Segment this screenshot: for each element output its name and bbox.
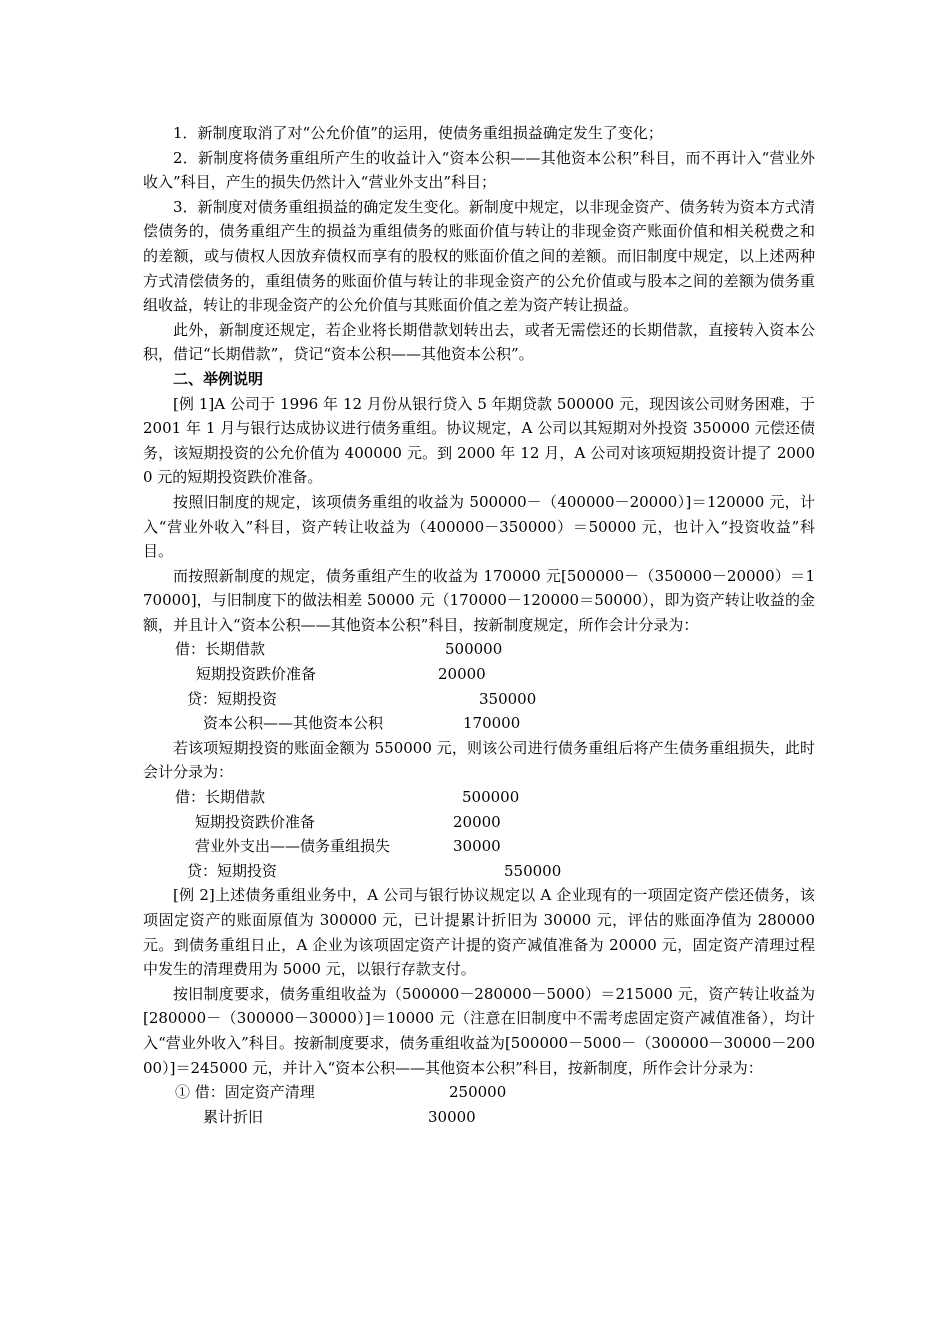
entry-account: 短期投资跌价准备 [195, 812, 316, 831]
paragraph-example-2: [例 2]上述债务重组业务中，A 公司与银行协议规定以 A 企业现有的一项固定资产偿还债务，该项固定资产的账面原值为 300000 元，已计提累计折旧为 30000 元，评估的账面净值为 280000 元。到债务重组日止，A 企业为该项固定资产计提的资产减值准备为 20000 元，固定资产清理过程中发生的清理费用为 5000 元，以银行存款支付。 [143, 886, 815, 979]
section-title: 二、举例说明 [173, 369, 264, 388]
paragraph-example-2-rules: 按旧制度要求，债务重组收益为（500000－280000－5000）＝215000 元，资产转让收益为[280000－（300000－30000）]＝10000 元（注意在旧制度中不需考虑固定资产减值准备），均计入“营业外收入”科目。按新制度要求，债务重组收益为[500000－5000－（300000－30000－20000）]＝245000 元，并计入“资本公积——其他资本公积”科目，按新制度，所作会计分录为： [143, 984, 815, 1077]
entry-amount: 350000 [479, 689, 537, 708]
paragraph-new-rule: 而按照新制度的规定，债务重组产生的收益为 170000 元[500000－（350000－20000）＝170000]，与旧制度下的做法相差 50000 元（170000－120000＝50000），即为资产转让收益的金额，并且计入“资本公积——其他资本公积”科目，按新制度规定，所作会计分录为： [143, 566, 815, 634]
journal-line [143, 711, 815, 736]
document-body [143, 121, 815, 1129]
entry-account: 贷：短期投资 [187, 689, 278, 708]
entry-amount: 30000 [428, 1107, 476, 1126]
journal-line [143, 1080, 815, 1105]
paragraph-3: 3．新制度对债务重组损益的确定发生变化。新制度中规定，以非现金资产、债务转为资本方式清偿债务的，债务重组产生的损益为重组债务的账面价值与转让的非现金资产账面价值和相关税费之和的差额，或与债权人因放弃债权而享有的股权的账面价值之间的差额。而旧制度中规定，以上述两种方式清偿债务的，重组债务的账面价值与转让的非现金资产的公允价值或与股本之间的差额为债务重组收益，转让的非现金资产的公允价值与其账面价值之差为资产转让损益。 [143, 197, 815, 315]
entry-account: 贷：短期投资 [187, 861, 278, 880]
journal-line [143, 785, 815, 810]
entry-amount: 170000 [463, 714, 521, 733]
entry-account: 累计折旧 [203, 1107, 264, 1126]
entry-amount: 20000 [453, 812, 501, 831]
entry-account: ① 借：固定资产清理 [175, 1083, 315, 1102]
entry-amount: 250000 [449, 1083, 507, 1102]
journal-line [143, 810, 815, 835]
entry-amount: 500000 [462, 788, 520, 807]
paragraph-1: 1．新制度取消了对“公允价值”的运用，使债务重组损益确定发生了变化； [173, 124, 663, 142]
journal-line [143, 859, 815, 884]
entry-account: 短期投资跌价准备 [196, 665, 317, 684]
journal-line [143, 1105, 815, 1130]
entry-account: 资本公积——其他资本公积 [203, 714, 384, 733]
journal-entry-3 [143, 1080, 815, 1129]
paragraph-loss-case: 若该项短期投资的账面金额为 550000 元，则该公司进行债务重组后将产生债务重组损失，此时会计分录为： [143, 738, 815, 782]
entry-account: 借：长期借款 [175, 640, 266, 659]
entry-amount: 550000 [504, 861, 562, 880]
entry-account: 营业外支出——债务重组损失 [195, 837, 391, 856]
journal-line [143, 637, 815, 662]
paragraph-example-1: [例 1]A 公司于 1996 年 12 月份从银行贷入 5 年期贷款 500000 元，现因该公司财务困难，于 2001 年 1 月与银行达成协议进行债务重组。协议规定，A 公司以其短期对外投资 350000 元偿还债务，该短期投资的公允价值为 400000 元。到 2000 年 12 月，A 公司对该项短期投资计提了 20000 元的短期投资跌价准备。 [143, 394, 815, 487]
journal-entry-2 [143, 785, 815, 883]
paragraph-old-rule: 按照旧制度的规定，该项债务重组的收益为 500000－（400000－20000）]＝120000 元，计入“营业外收入”科目，资产转让收益为（400000－350000）＝50000 元，也计入“投资收益”科目。 [143, 492, 815, 561]
entry-amount: 500000 [445, 640, 503, 659]
journal-line [143, 687, 815, 712]
entry-amount: 20000 [438, 665, 486, 684]
journal-entry-1 [143, 637, 815, 735]
paragraph-4: 此外，新制度还规定，若企业将长期借款划转出去，或者无需偿还的长期借款，直接转入资本公积，借记“长期借款”，贷记“资本公积——其他资本公积”。 [143, 320, 815, 364]
journal-line [143, 834, 815, 859]
entry-account: 借：长期借款 [175, 788, 266, 807]
paragraph-2: 2．新制度将债务重组所产生的收益计入“资本公积——其他资本公积”科目，而不再计入“营业外收入”科目，产生的损失仍然计入“营业外支出”科目； [143, 148, 815, 192]
journal-line [143, 662, 815, 687]
entry-amount: 30000 [453, 837, 501, 856]
